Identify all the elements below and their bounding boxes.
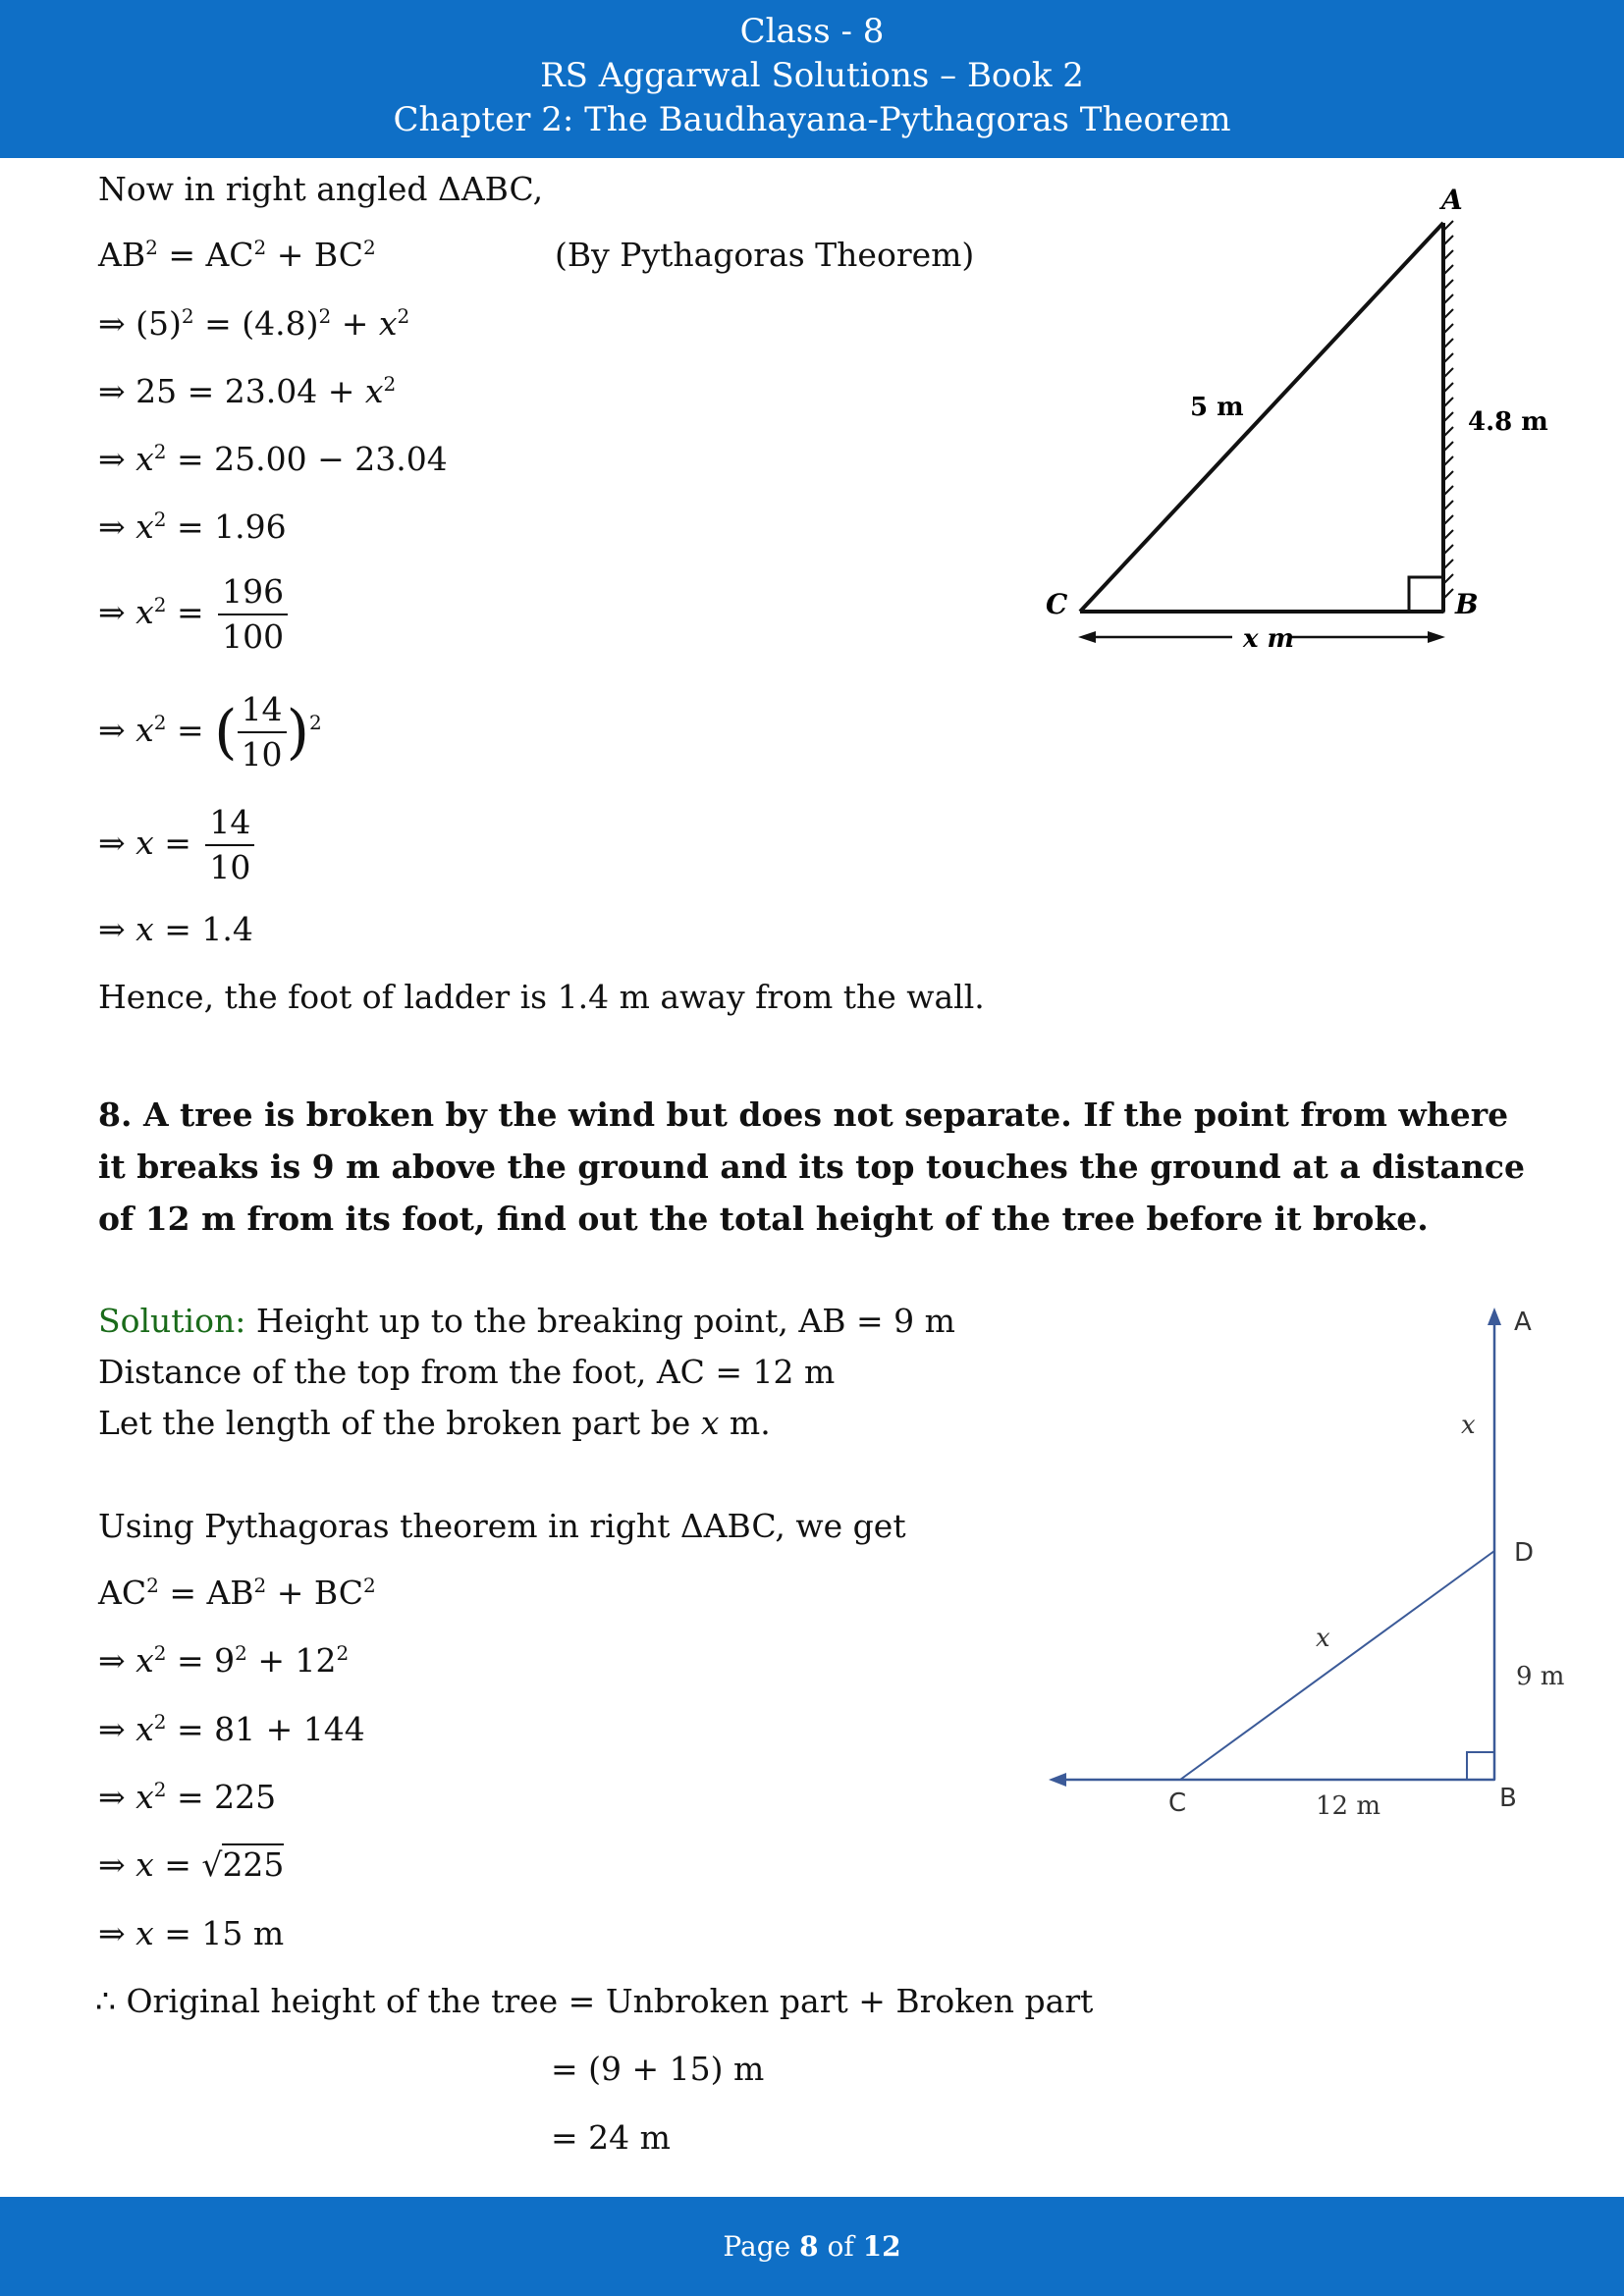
final-line-1: ∴ Original height of the tree = Unbroken part + Broken part (95, 1982, 1094, 2020)
equation-15: ⇒ x = 15 m (98, 1914, 285, 1952)
solution-line-1: Solution: Height up to the breaking point, AB = 9 m (98, 1302, 955, 1340)
equation-11: ⇒ $x^2 = 9^2 + 12^2$ (98, 1641, 350, 1680)
fig1-height: 4.8 m (1468, 407, 1548, 437)
equation-6: ⇒ $x^2$ = $\frac{196}{100}$ (98, 569, 292, 659)
conclusion-text: Hence, the foot of ladder is 1.4 m away from the wall. (98, 978, 985, 1016)
fig2-label-b: B (1499, 1784, 1517, 1813)
solution-line-3: Let the length of the broken part be x m. (98, 1404, 771, 1442)
fig1-label-c: C (1046, 588, 1068, 620)
equation-3: ⇒ $25 = 23.04 + x^2$ (98, 372, 397, 410)
page-header (0, 0, 1624, 158)
header-chapter: Chapter 2: The Baudhayana-Pythagoras Theorem (393, 100, 1231, 139)
intro-text: Now in right angled ΔABC, (98, 170, 544, 208)
fig2-height: 9 m (1516, 1662, 1565, 1691)
final-line-3: = 24 m (551, 2118, 671, 2157)
equation-10: $AC^2 = AB^2 + BC^2$ (98, 1574, 376, 1612)
equation-2: ⇒ $(5)^2 = (4.8)^2 + x^2$ (98, 304, 410, 343)
fig2-label-a: A (1514, 1308, 1532, 1337)
fig2-label-d: D (1514, 1538, 1535, 1568)
ladder-triangle-figure (1031, 172, 1581, 663)
equation-5: ⇒ $x^2 = 1.96$ (98, 507, 287, 546)
final-line-2: = (9 + 15) m (551, 2050, 765, 2088)
solution-label: Solution: (98, 1302, 246, 1340)
header-book: RS Aggarwal Solutions – Book 2 (540, 56, 1084, 95)
equation-1: $AB^2 = AC^2 + BC^2$ (98, 236, 376, 274)
solution-line-4: Using Pythagoras theorem in right ΔABC, we get (98, 1507, 906, 1545)
fig2-label-c: C (1168, 1789, 1187, 1818)
footer-mid: of (818, 2230, 863, 2263)
equation-4: ⇒ $x^2 = 25.00 - 23.04$ (98, 440, 448, 478)
fig2-top-x: x (1461, 1411, 1476, 1440)
solution-line-2: Distance of the top from the foot, AC = 12 m (98, 1353, 836, 1391)
equation-8: ⇒ x = $\frac{14}{10}$ (98, 800, 258, 889)
footer-page-number: 8 (799, 2230, 819, 2263)
header-class: Class - 8 (739, 12, 885, 51)
reason-text: (By Pythagoras Theorem) (555, 236, 975, 274)
fig1-hypotenuse: 5 m (1190, 393, 1244, 422)
equation-13: ⇒ $x^2 = 225$ (98, 1778, 277, 1816)
footer-prefix: Page (723, 2230, 800, 2263)
footer-total-pages: 12 (862, 2230, 901, 2263)
fig1-label-b: B (1455, 588, 1479, 620)
fig2-base: 12 m (1316, 1791, 1381, 1821)
question-8: 8. A tree is broken by the wind but does not separate. If the point from where it breaks is 9 m above the ground and its top touches the ground at a distance of 12 m from its foot, find out the total height of the tree before it broke. (98, 1095, 1525, 1238)
page-footer (0, 2197, 1624, 2296)
equation-7: ⇒ $x^2$ = ( $\frac{14}{10}$ )$^2$ (98, 690, 322, 774)
tree-triangle-figure (1031, 1296, 1581, 1845)
fig2-diag-x: x (1316, 1624, 1330, 1653)
equation-9: ⇒ x = 1.4 (98, 910, 253, 948)
equation-14: ⇒ x = √225 (98, 1845, 285, 1884)
equation-12: ⇒ $x^2 = 81 + 144$ (98, 1710, 365, 1748)
fig1-label-a: A (1441, 184, 1463, 216)
fig1-base: x m (1243, 624, 1295, 654)
